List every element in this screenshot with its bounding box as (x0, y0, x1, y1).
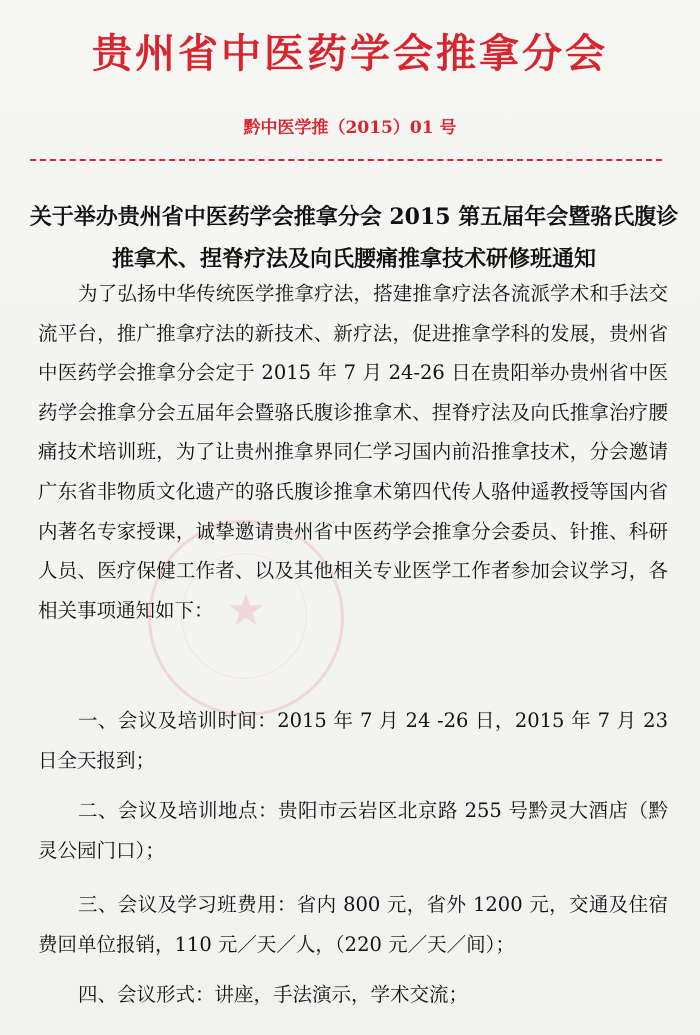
item-fees: 三、会议及学习班费用：省内 800 元，省外 1200 元，交通及住宿费回单位报销，110 元／天／人，（220 元／天／间）； (38, 893, 668, 956)
item-location: 二、会议及培训地点：贵阳市云岩区北京路 255 号黔灵大酒店（黔灵公园门口）； (38, 799, 668, 862)
notice-title: 关于举办贵州省中医药学会推拿分会 2015 第五届年会暨骆氏腹诊推拿术、捏脊疗法及向氏腰痛推拿技术研修班通知 (29, 204, 679, 272)
red-dashed-divider (30, 159, 662, 161)
faded-seal-stamp: ★ (148, 520, 344, 716)
organization-title: 贵州省中医药学会推拿分会 (92, 31, 608, 77)
document-number: 黔中医学推（2015）01 号 (243, 118, 457, 138)
item-format: 四、会议形式：讲座，手法演示，学术交流； (78, 983, 469, 1006)
intro-paragraph: 为了弘扬中华传统医学推拿疗法，搭建推拿疗法各流派学术和手法交流平台，推广推拿疗法的新技术、新疗法，促进推拿学科的发展，贵州省中医药学会推拿分会定于 2015 年 7 月 24-26 日在贵阳举办贵州省中医药学会推拿分会五届年会暨骆氏腹诊推拿术、捏脊疗法及向氏推拿治疗腰痛技术培训班，为了让贵州推拿界同仁学习国内前沿推拿技术，分会邀请广东省非物质文化遗产的骆氏腹诊推拿术第四代传人骆仲遥教授等国内省内著名专家授课，诚挚邀请贵州省中医药学会推拿分会委员、针推、科研人员、医疗保健工作者、以及其他相关专业医学工作者参加会议学习，各相关事项通知如下： (38, 282, 668, 622)
item-time: 一、会议及培训时间：2015 年 7 月 24 -26 日，2015 年 7 月 23 日全天报到； (38, 709, 668, 772)
